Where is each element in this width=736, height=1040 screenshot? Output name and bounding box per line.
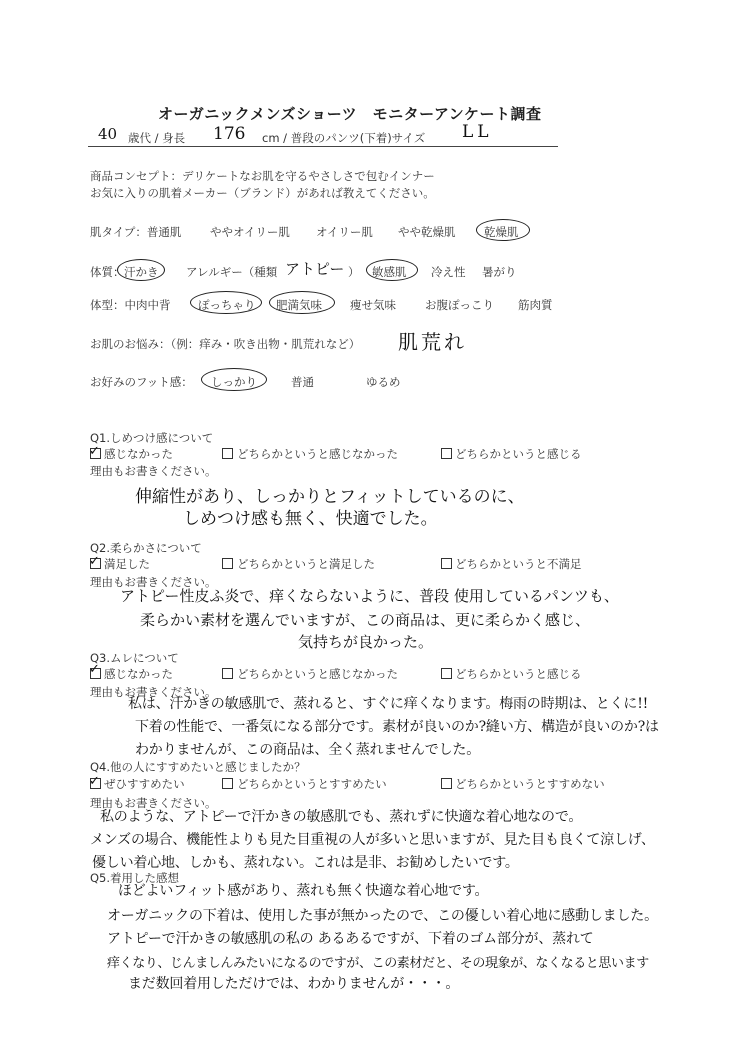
height-value: 176 — [213, 124, 246, 144]
selection-circle — [366, 259, 418, 281]
checkmark-icon: ✓ — [89, 662, 100, 677]
q5-answer-line: まだ数回着用しただけでは、わかりませんが・・・。 — [128, 976, 460, 992]
q4-option: どちらかというとすすめない — [455, 777, 605, 791]
body-type-option: 筋肉質 — [518, 298, 553, 312]
q2-checkbox-3 — [441, 558, 452, 569]
checkmark-icon: ✓ — [89, 774, 100, 789]
skin-type-option: ややオイリー肌 — [210, 225, 290, 239]
height-size-label: cm / 普段のパンツ(下着)サイズ — [262, 131, 426, 145]
q4-answer-line: メンズの場合、機能性よりも見た目重視の人が多いと思いますが、見た目も良くて涼しげ、 — [90, 832, 655, 848]
allergy-close: ） — [348, 265, 360, 279]
selection-circle — [117, 259, 165, 281]
q1-option: どちらかというと感じる — [455, 447, 582, 461]
q4-reason-label: 理由もお書きください。 — [90, 796, 217, 810]
selection-circle — [201, 368, 267, 391]
q3-title: Q3.ムレについて — [90, 651, 179, 665]
concept-line: 商品コンセプト：デリケートなお肌を守るやさしさで包むインナー — [90, 169, 435, 183]
skin-type-option: オイリー肌 — [316, 225, 373, 239]
q2-title: Q2.柔らかさについて — [90, 541, 202, 555]
q1-checkbox-3 — [441, 448, 452, 459]
constitution-option-selected: 敏感肌 — [372, 265, 407, 279]
checkmark-icon: ✓ — [89, 554, 100, 569]
q4-checkbox-2 — [222, 778, 233, 789]
q3-checkbox-3 — [441, 668, 452, 679]
brand-question: お気に入りの肌着メーカー（ブランド）があれば教えてください。 — [90, 186, 435, 200]
q1-checkbox-2 — [222, 448, 233, 459]
allergy-value: アトピー — [285, 260, 345, 278]
q5-answer-line: アトピーで汗かきの敏感肌の私の あるあるですが、下着のゴム部分が、蒸れて — [107, 931, 594, 947]
q2-option: どちらかというと不満足 — [455, 557, 582, 571]
q2-reason-label: 理由もお書きください。 — [90, 575, 217, 589]
concern-value: 肌荒れ — [398, 330, 467, 354]
q4-checkbox-3 — [441, 778, 452, 789]
skin-type-option-selected: 乾燥肌 — [484, 225, 519, 239]
q1-option: 感じなかった — [104, 447, 173, 461]
q3-option: 感じなかった — [104, 667, 173, 681]
q4-answer-line: 私のような、アトピーで汗かきの敏感肌でも、蒸れずに快適な着心地なので。 — [100, 809, 583, 825]
constitution-option: 暑がり — [482, 265, 517, 279]
fit-pref-option: ゆるめ — [366, 375, 401, 389]
q4-title: Q4.他の人にすすめたいと感じましたか？ — [90, 760, 306, 774]
body-type-option: 痩せ気味 — [350, 298, 396, 312]
concern-label: お肌のお悩み：（例：痒み・吹き出物・肌荒れなど） — [90, 337, 361, 351]
q1-option: どちらかというと感じなかった — [237, 447, 398, 461]
body-type-option-selected: 肥満気味 — [276, 298, 322, 312]
q1-answer-line: しめつけ感も無く、快適でした。 — [183, 509, 438, 529]
constitution-option: 冷え性 — [431, 265, 466, 279]
q3-answer-line: 下着の性能で、一番気になる部分です。素材が良いのか?縫い方、構造が良いのか?は — [135, 719, 659, 735]
skin-type-label: 肌タイプ：普通肌 — [90, 225, 182, 239]
skin-type-option: やや乾燥肌 — [398, 225, 456, 239]
q2-option: どちらかというと満足した — [237, 557, 375, 571]
selection-circle — [269, 291, 335, 314]
body-type-option: お腹ぽっこり — [425, 298, 494, 312]
header-rule — [88, 146, 558, 147]
body-type-label: 体型：中肉中背 — [90, 298, 171, 312]
q5-title: Q5.着用した感想 — [90, 871, 180, 885]
q2-answer-line: 気持ちが良かった。 — [298, 633, 434, 651]
q4-option: どちらかというとすすめたい — [237, 777, 387, 791]
size-value: LL — [462, 122, 493, 142]
fit-pref-option-selected: しっかり — [211, 375, 257, 389]
q5-answer-line: 痒くなり、じんましんみたいになるのですが、この素材だと、その現象が、なくなると思います — [107, 956, 649, 971]
q3-checkbox-2 — [222, 668, 233, 679]
q1-answer-line: 伸縮性があり、しっかりとフィットしているのに、 — [135, 487, 525, 507]
q3-option: どちらかというと感じる — [455, 667, 582, 681]
q3-answer-line: わかりませんが、この商品は、全く蒸れませんでした。 — [135, 742, 480, 758]
q3-option: どちらかというと感じなかった — [237, 667, 398, 681]
q4-answer-line: 優しい着心地、しかも、蒸れない。これは是非、お勧めしたいです。 — [92, 855, 519, 871]
q5-answer-line: ほどよいフィット感があり、蒸れも無く快適な着心地です。 — [118, 883, 489, 899]
q2-answer-line: 柔らかい素材を選んでいますが、この商品は、更に柔らかく感じ、 — [140, 611, 591, 629]
page-title: オーガニックメンズショーツ モニターアンケート調査 — [158, 105, 542, 123]
constitution-label: 体質： — [90, 265, 125, 279]
q5-answer-line: オーガニックの下着は、使用した事が無かったので、この優しい着心地に感動しました。 — [107, 908, 658, 924]
fit-pref-option: 普通 — [291, 375, 314, 389]
q2-answer-line: アトピー性皮ふ炎で、痒くならないように、普段 使用しているパンツも、 — [120, 587, 619, 605]
body-type-option-selected: ぽっちゃり — [198, 298, 256, 312]
q1-title: Q1.しめつけ感について — [90, 431, 214, 445]
selection-circle — [190, 291, 262, 314]
fit-pref-label: お好みのフット感： — [90, 375, 193, 389]
age-value: 40 — [98, 125, 118, 143]
checkmark-icon: ✓ — [89, 444, 100, 459]
constitution-option-selected: 汗かき — [124, 265, 159, 279]
q2-option: 満足した — [104, 557, 150, 571]
age-height-label: 歳代 / 身長 — [128, 131, 186, 145]
q4-option: ぜひすすめたい — [104, 777, 185, 791]
q1-reason-label: 理由もお書きください。 — [90, 464, 217, 478]
q3-reason-label: 理由もお書きください。 — [90, 685, 217, 699]
selection-circle — [476, 219, 530, 241]
constitution-option: アレルギー（種類 — [186, 265, 278, 279]
q3-answer-line: 私は、汗かきの敏感肌で、蒸れると、すぐに痒くなります。梅雨の時期は、とくに!! — [128, 696, 649, 712]
q2-checkbox-2 — [222, 558, 233, 569]
